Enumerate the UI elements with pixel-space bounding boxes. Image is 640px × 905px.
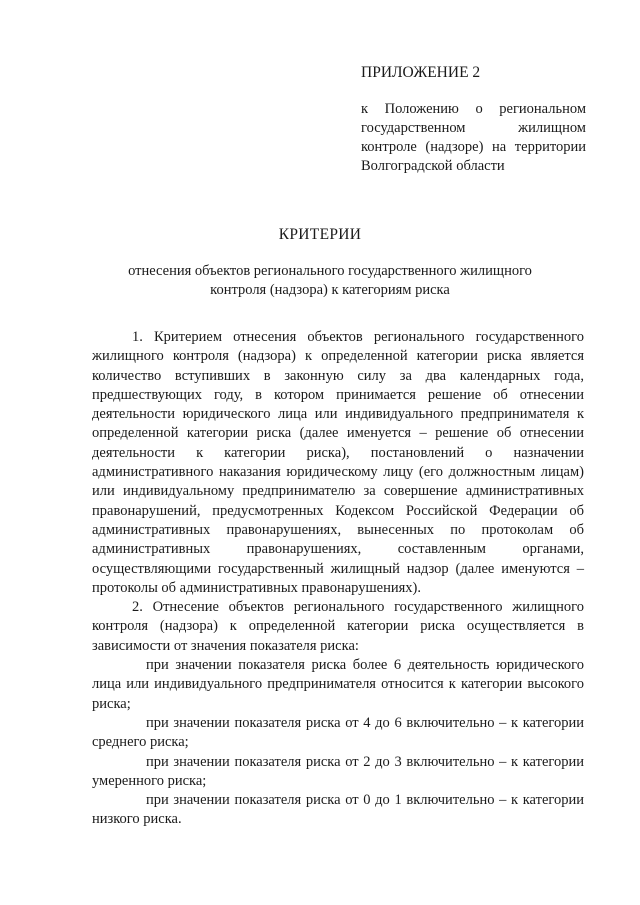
document-subtitle: отнесения объектов регионального государственного жилищного контроля (надзора) к категориям риска — [128, 263, 532, 298]
paragraph-1: 1. Критерием отнесения объектов регионального государственного жилищного контроля (надзора) к определенной категории риска является количество вступивших в законную силу за два календарных года, предшествующих году, в котором принимается решение об отнесении деятельности юридического лица или индивидуального предпринимателя к определенной категории риска (далее именуется – решение об отнесении деятельности к категории риска), постановлений о назначении административного наказания юридическому лицу (его должностным лицам) или индивидуальному предпринимателю за совершение административных правонарушений, предусмотренных Кодексом Российской Федерации об административных правонарушениях, вынесенных по протоколам об административных правонарушениях, составленным органами, осуществляющими государственный жилищный надзор (далее именуются – протоколы об административных правонарушениях). — [92, 329, 584, 596]
paragraph-2: 2. Отнесение объектов регионального государственного жилищного контроля (надзора) к определенной категории риска осуществляется в зависимости от значения показателя риска: — [92, 599, 584, 654]
document-title: КРИТЕРИИ — [278, 226, 362, 243]
paragraph-high-risk: при значении показателя риска более 6 деятельность юридического лица или индивидуального предпринимателя относится к категории высокого риска; — [92, 657, 584, 712]
paragraph-medium-risk: при значении показателя риска от 4 до 6 включительно – к категории среднего риска; — [92, 714, 584, 751]
paragraph-moderate-risk: при значении показателя риска от 2 до 3 включительно – к категории умеренного риска; — [92, 753, 584, 789]
paragraph-low-risk: при значении показателя риска от 0 до 1 включительно – к категории низкого риска. — [92, 792, 584, 828]
appendix-reference: к Положению о региональном государственном жилищном контроле (надзоре) на территории Волгоградской области — [361, 101, 586, 174]
document-body — [92, 328, 584, 830]
appendix-title: ПРИЛОЖЕНИЕ 2 — [361, 64, 481, 81]
appendix-block — [361, 64, 586, 176]
